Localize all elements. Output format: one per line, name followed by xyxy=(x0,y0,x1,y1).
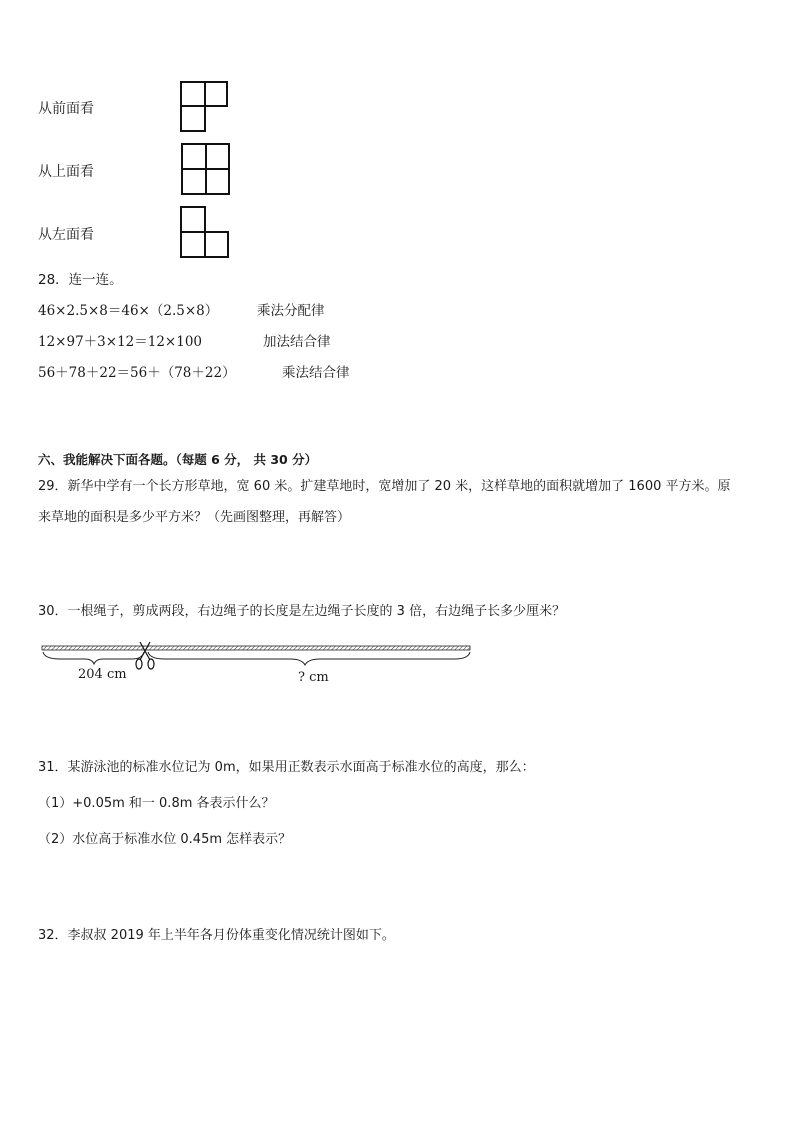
left-view-label: 从左面看 xyxy=(38,227,94,243)
q28-expr-1: 46×2.5×8＝46×（2.5×8） xyxy=(38,303,219,319)
front-view-figure xyxy=(178,80,230,134)
q28-title: 28．连一连。 xyxy=(38,272,123,288)
q31-text: 31．某游泳池的标准水位记为 0m，如果用正数表示水面高于标准水位的高度，那么： xyxy=(38,760,535,775)
q28-expr-2: 12×97＋3×12＝12×100 xyxy=(38,334,203,350)
rope-drawing xyxy=(40,640,480,690)
q28-law-2: 加法结合律 xyxy=(263,334,331,350)
front-view-label: 从前面看 xyxy=(38,101,94,117)
q29-line-1: 29．新华中学有一个长方形草地，宽 60 米。扩建草地时，宽增加了 20 米，这样草地的面积就增加了 1600 平方米。原 xyxy=(38,479,731,494)
rope-left-length: 204 cm xyxy=(78,667,127,682)
q28-law-3: 乘法结合律 xyxy=(282,365,350,381)
top-view-label: 从上面看 xyxy=(38,164,94,180)
q29-line-2: 来草地的面积是多少平方米？（先画图整理，再解答） xyxy=(38,510,351,525)
q28-law-1: 乘法分配律 xyxy=(257,303,325,319)
q32-text: 32．李叔叔 2019 年上半年各月份体重变化情况统计图如下。 xyxy=(38,928,395,943)
rope-diagram xyxy=(40,640,480,690)
top-view-figure xyxy=(178,142,232,196)
q31-sub-2: （2）水位高于标准水位 0.45m 怎样表示？ xyxy=(38,832,292,847)
left-view-figure xyxy=(178,205,232,259)
q28-expr-3: 56＋78＋22＝56＋（78＋22） xyxy=(38,365,236,381)
section-6-heading: 六、我能解决下面各题。（每题 6 分， 共 30 分） xyxy=(38,452,318,467)
q30-text: 30．一根绳子，剪成两段，右边绳子的长度是左边绳子长度的 3 倍，右边绳子长多少厘米？ xyxy=(38,604,566,619)
q31-sub-1: （1）+0.05m 和一 0.8m 各表示什么？ xyxy=(38,796,275,811)
rope-right-length: ? cm xyxy=(298,670,329,685)
